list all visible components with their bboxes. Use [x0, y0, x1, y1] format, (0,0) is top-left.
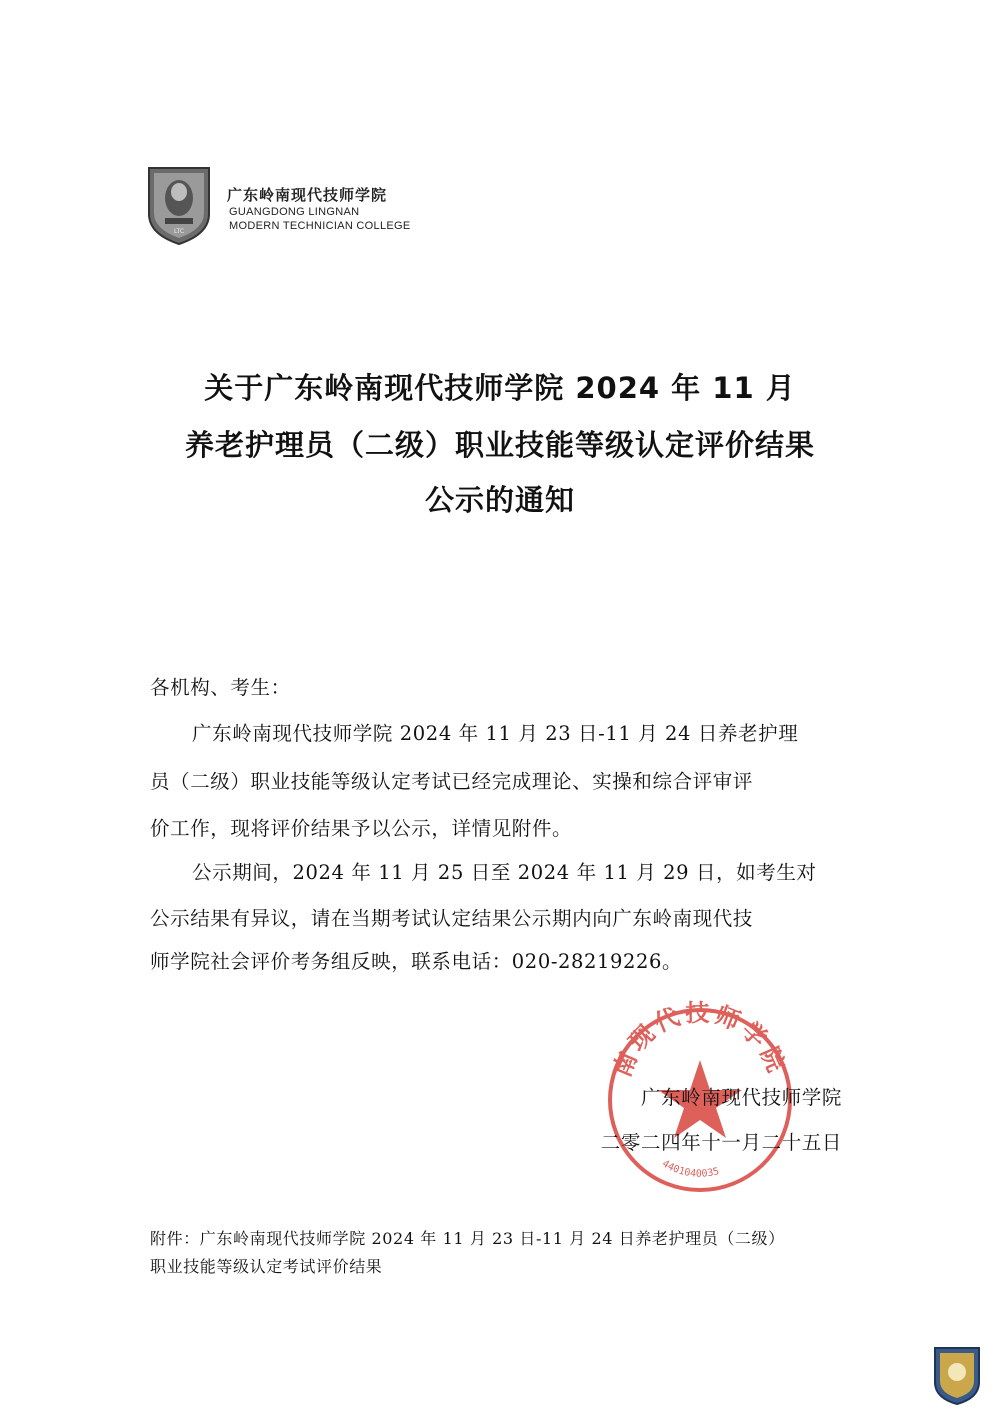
attachment-line2: 职业技能等级认定考试评价结果 [150, 1257, 383, 1276]
svg-text:LTC: LTC [173, 228, 185, 235]
college-header [145, 162, 445, 248]
college-shield-logo-icon [145, 162, 213, 246]
paragraph2-line1: 公示期间，2024 年 11 月 25 日至 2024 年 11 月 29 日，如考生对 [192, 861, 817, 884]
svg-text:4401040035 [660, 1158, 720, 1179]
attachment-line1: 附件：广东岭南现代技师学院 2024 年 11 月 23 日-11 月 24 日养老护理员（二级） [150, 1229, 785, 1248]
notice-title-line3: 公示的通知 [424, 483, 575, 517]
signature-organization: 广东岭南现代技师学院 [640, 1086, 842, 1109]
salutation: 各机构、考生： [150, 676, 291, 699]
paragraph2-line2: 公示结果有异议，请在当期考试认定结果公示期内向广东岭南现代技 [150, 907, 754, 930]
college-name-en-line1: GUANGDONG LINGNAN [229, 206, 360, 218]
paragraph1-line3: 价工作，现将评价结果予以公示，详情见附件。 [150, 817, 573, 840]
college-name-en-line2: MODERN TECHNICIAN COLLEGE [229, 220, 411, 232]
notice-title-line2: 养老护理员（二级）职业技能等级认定评价结果 [184, 428, 815, 462]
seal-number: 4401040035 [660, 1158, 721, 1180]
signature-date: 二零二四年十一月二十五日 [600, 1131, 842, 1154]
seal-arc-text: 南现代技师学院 [607, 1000, 792, 1081]
corner-badge-icon [932, 1344, 982, 1406]
college-name-cn: 广东岭南现代技师学院 [227, 186, 388, 204]
paragraph1-line2: 员（二级）职业技能等级认定考试已经完成理论、实操和综合评审评 [150, 770, 754, 793]
notice-title-line1: 关于广东岭南现代技师学院 2024 年 11 月 [204, 371, 796, 405]
paragraph2-line3: 师学院社会评价考务组反映，联系电话：020-28219226。 [150, 950, 683, 973]
paragraph1-line1: 广东岭南现代技师学院 2024 年 11 月 23 日-11 月 24 日养老护理 [192, 722, 799, 745]
